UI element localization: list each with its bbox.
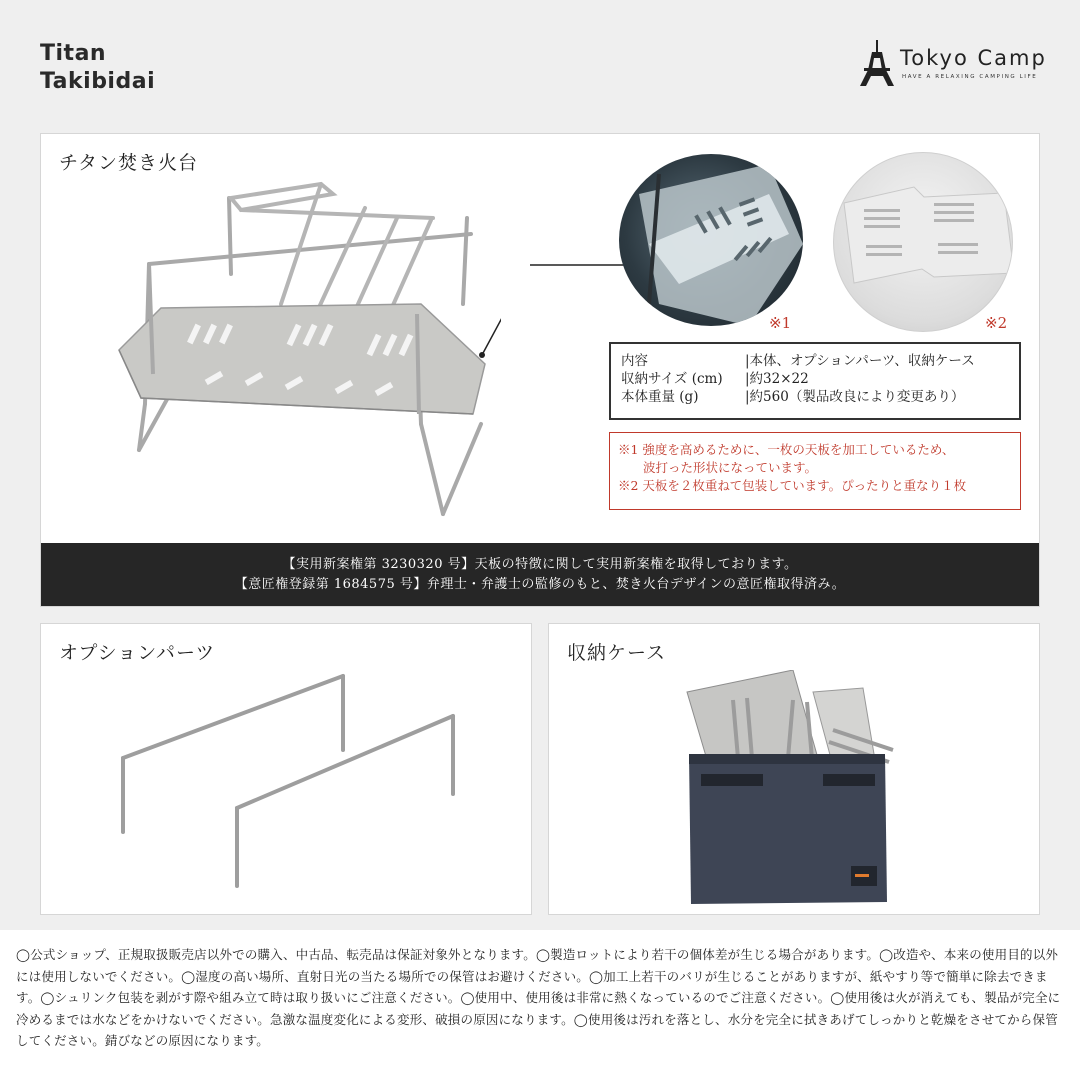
storage-case-image <box>683 670 913 910</box>
notes-box <box>609 432 1021 510</box>
case-panel-label: 収納ケース <box>567 642 667 664</box>
title-line-1: Titan <box>40 41 107 66</box>
detail-image-plate-closeup <box>619 154 803 326</box>
spec-row <box>621 388 1009 406</box>
title-line-2: Takibidai <box>40 69 156 94</box>
storage-case-panel <box>548 623 1040 915</box>
caution-notes: ◯公式ショップ、正規取扱販売店以外での購入、中古品、転売品は保証対象外となります。◯製造ロットにより若干の個体差が生じる場合があります。◯改造や、本来の使用目的以外には使用しないでください。◯湿度の高い場所、直射日光の当たる場所での保管はお避けください。◯加工上若干のバリが生じることがありますが、紙やすり等で簡単に除去できます。◯シュリンク包装を剥がす際や組み立て時は取り扱いにご注意ください。◯使用中、使用後は非常に熱くなっているのでご注意ください。◯使用後は火が消えても、製品が完全に冷めるまでは水などをかけないでください。急激な温度変化による変形、破損の原因になります。◯使用後は汚れを落とし、水分を完全に拭きあげてしっかりと乾燥をさせてから保管してください。錆びなどの原因になります。 <box>0 930 1080 1080</box>
callout-line <box>530 262 626 268</box>
product-title <box>40 40 155 96</box>
main-product-panel <box>40 133 1040 607</box>
note-line: ※1 強度を高めるために、一枚の天板を加工しているため、 <box>618 442 955 457</box>
spec-key: 本体重量 (g) <box>621 389 699 405</box>
spec-table <box>609 342 1021 420</box>
note-mark-2: ※2 <box>985 314 1008 332</box>
spec-row <box>621 352 1009 370</box>
spec-value: |約32×22 <box>745 371 809 387</box>
brand-logo <box>858 38 1048 88</box>
logo-tagline: HAVE A RELAXING CAMPING LIFE <box>902 74 1038 80</box>
patent-line-1: 【実用新案権第 3230320 号】天板の特徴に関して実用新案権を取得しております。 <box>282 557 798 572</box>
spec-value: |本体、オプションパーツ、収納ケース <box>745 353 975 369</box>
tower-icon <box>858 38 898 88</box>
note-line: 波打った形状になっています。 <box>618 460 818 475</box>
spec-row <box>621 370 1009 388</box>
note-mark-1: ※1 <box>769 314 792 332</box>
spec-key: 収納サイズ (cm) <box>621 371 723 387</box>
option-parts-panel <box>40 623 532 915</box>
patent-line-2: 【意匠権登録第 1684575 号】弁理士・弁護士の監修のもと、焚き火台デザインの意匠権取得済み。 <box>234 577 846 592</box>
detail-image-stacked-plates <box>833 152 1013 332</box>
note-line: ※2 天板を２枚重ねて包装しています。ぴったりと重なり１枚 <box>618 478 967 493</box>
patent-info-bar <box>41 543 1039 606</box>
fire-stand-image <box>81 174 501 534</box>
option-bars-image <box>111 670 471 900</box>
spec-value: |約560（製品改良により変更あり） <box>745 389 965 405</box>
spec-key: 内容 <box>621 353 648 369</box>
options-panel-label: オプションパーツ <box>59 642 216 664</box>
main-panel-label: チタン焚き火台 <box>59 152 199 174</box>
logo-name: Tokyo Camp <box>900 46 1047 70</box>
